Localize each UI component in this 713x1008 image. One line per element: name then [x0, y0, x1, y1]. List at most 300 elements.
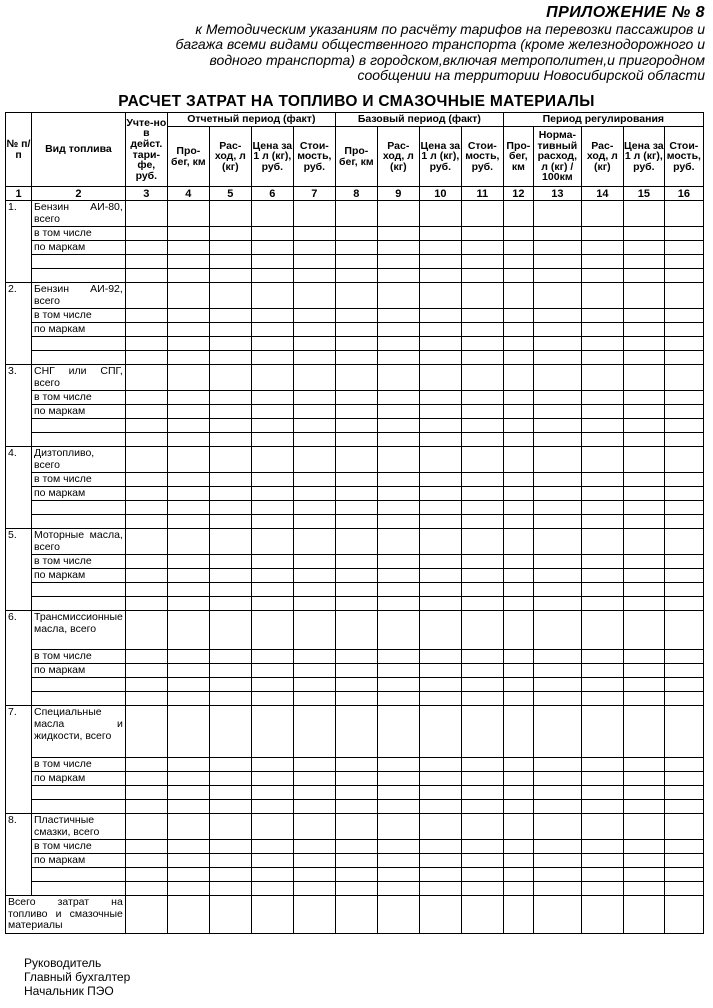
- value-cell[interactable]: [293, 882, 335, 896]
- value-cell[interactable]: [664, 758, 703, 772]
- value-cell[interactable]: [377, 201, 419, 227]
- value-cell[interactable]: [461, 650, 503, 664]
- value-cell[interactable]: [167, 515, 209, 529]
- value-cell[interactable]: [533, 241, 581, 255]
- value-cell[interactable]: [623, 678, 664, 692]
- value-cell[interactable]: [167, 611, 209, 650]
- value-cell[interactable]: [209, 529, 251, 555]
- value-cell[interactable]: [335, 447, 377, 473]
- value-cell[interactable]: [461, 896, 503, 934]
- value-cell[interactable]: [335, 227, 377, 241]
- value-cell[interactable]: [461, 419, 503, 433]
- value-cell[interactable]: [664, 201, 703, 227]
- value-cell[interactable]: [167, 555, 209, 569]
- value-cell[interactable]: [419, 241, 461, 255]
- value-cell[interactable]: [251, 555, 293, 569]
- value-cell[interactable]: [293, 597, 335, 611]
- value-cell[interactable]: [167, 323, 209, 337]
- value-cell[interactable]: [461, 473, 503, 487]
- value-cell[interactable]: [251, 786, 293, 800]
- value-cell[interactable]: [503, 283, 533, 309]
- value-cell[interactable]: [377, 650, 419, 664]
- value-cell[interactable]: [664, 433, 703, 447]
- value-cell[interactable]: [461, 611, 503, 650]
- value-cell[interactable]: [581, 583, 623, 597]
- value-cell[interactable]: [581, 515, 623, 529]
- value-cell[interactable]: [377, 597, 419, 611]
- value-cell[interactable]: [419, 706, 461, 758]
- value-cell[interactable]: [335, 515, 377, 529]
- value-cell[interactable]: [461, 255, 503, 269]
- value-cell[interactable]: [293, 433, 335, 447]
- value-cell[interactable]: [209, 515, 251, 529]
- value-cell[interactable]: [461, 201, 503, 227]
- value-cell[interactable]: [503, 597, 533, 611]
- value-cell[interactable]: [209, 241, 251, 255]
- value-cell[interactable]: [664, 896, 703, 934]
- value-cell[interactable]: [623, 854, 664, 868]
- value-cell[interactable]: [503, 758, 533, 772]
- value-cell[interactable]: [581, 201, 623, 227]
- value-cell[interactable]: [623, 351, 664, 365]
- value-cell[interactable]: [293, 896, 335, 934]
- value-cell[interactable]: [461, 706, 503, 758]
- value-cell[interactable]: [503, 351, 533, 365]
- value-cell[interactable]: [167, 692, 209, 706]
- value-cell[interactable]: [125, 365, 167, 391]
- value-cell[interactable]: [377, 583, 419, 597]
- value-cell[interactable]: [251, 487, 293, 501]
- value-cell[interactable]: [377, 611, 419, 650]
- value-cell[interactable]: [664, 255, 703, 269]
- value-cell[interactable]: [503, 365, 533, 391]
- value-cell[interactable]: [377, 555, 419, 569]
- value-cell[interactable]: [125, 772, 167, 786]
- value-cell[interactable]: [664, 664, 703, 678]
- value-cell[interactable]: [664, 405, 703, 419]
- value-cell[interactable]: [293, 706, 335, 758]
- value-cell[interactable]: [335, 241, 377, 255]
- value-cell[interactable]: [167, 800, 209, 814]
- value-cell[interactable]: [623, 692, 664, 706]
- value-cell[interactable]: [503, 583, 533, 597]
- value-cell[interactable]: [664, 800, 703, 814]
- value-cell[interactable]: [293, 583, 335, 597]
- value-cell[interactable]: [664, 269, 703, 283]
- value-cell[interactable]: [581, 365, 623, 391]
- value-cell[interactable]: [125, 882, 167, 896]
- value-cell[interactable]: [335, 269, 377, 283]
- value-cell[interactable]: [664, 882, 703, 896]
- value-cell[interactable]: [125, 664, 167, 678]
- value-cell[interactable]: [209, 487, 251, 501]
- value-cell[interactable]: [533, 365, 581, 391]
- value-cell[interactable]: [461, 583, 503, 597]
- value-cell[interactable]: [623, 433, 664, 447]
- value-cell[interactable]: [209, 351, 251, 365]
- value-cell[interactable]: [581, 692, 623, 706]
- value-cell[interactable]: [664, 487, 703, 501]
- value-cell[interactable]: [167, 487, 209, 501]
- value-cell[interactable]: [335, 309, 377, 323]
- value-cell[interactable]: [167, 664, 209, 678]
- value-cell[interactable]: [209, 283, 251, 309]
- value-cell[interactable]: [581, 337, 623, 351]
- value-cell[interactable]: [251, 854, 293, 868]
- value-cell[interactable]: [533, 692, 581, 706]
- value-cell[interactable]: [461, 405, 503, 419]
- value-cell[interactable]: [377, 323, 419, 337]
- value-cell[interactable]: [533, 569, 581, 583]
- value-cell[interactable]: [335, 664, 377, 678]
- value-cell[interactable]: [293, 611, 335, 650]
- value-cell[interactable]: [581, 473, 623, 487]
- value-cell[interactable]: [209, 706, 251, 758]
- value-cell[interactable]: [125, 419, 167, 433]
- value-cell[interactable]: [503, 569, 533, 583]
- value-cell[interactable]: [533, 283, 581, 309]
- value-cell[interactable]: [335, 678, 377, 692]
- value-cell[interactable]: [664, 283, 703, 309]
- value-cell[interactable]: [377, 419, 419, 433]
- value-cell[interactable]: [533, 201, 581, 227]
- value-cell[interactable]: [581, 840, 623, 854]
- value-cell[interactable]: [167, 419, 209, 433]
- value-cell[interactable]: [461, 337, 503, 351]
- value-cell[interactable]: [581, 800, 623, 814]
- value-cell[interactable]: [377, 269, 419, 283]
- value-cell[interactable]: [167, 501, 209, 515]
- value-cell[interactable]: [335, 419, 377, 433]
- value-cell[interactable]: [377, 868, 419, 882]
- value-cell[interactable]: [419, 515, 461, 529]
- value-cell[interactable]: [251, 255, 293, 269]
- value-cell[interactable]: [533, 800, 581, 814]
- value-cell[interactable]: [503, 391, 533, 405]
- value-cell[interactable]: [503, 868, 533, 882]
- value-cell[interactable]: [664, 447, 703, 473]
- value-cell[interactable]: [293, 854, 335, 868]
- value-cell[interactable]: [664, 854, 703, 868]
- value-cell[interactable]: [125, 501, 167, 515]
- value-cell[interactable]: [167, 569, 209, 583]
- value-cell[interactable]: [623, 597, 664, 611]
- value-cell[interactable]: [419, 405, 461, 419]
- value-cell[interactable]: [125, 650, 167, 664]
- value-cell[interactable]: [533, 896, 581, 934]
- value-cell[interactable]: [293, 840, 335, 854]
- value-cell[interactable]: [125, 868, 167, 882]
- value-cell[interactable]: [461, 365, 503, 391]
- value-cell[interactable]: [167, 583, 209, 597]
- value-cell[interactable]: [209, 882, 251, 896]
- value-cell[interactable]: [125, 283, 167, 309]
- value-cell[interactable]: [293, 664, 335, 678]
- value-cell[interactable]: [251, 405, 293, 419]
- value-cell[interactable]: [125, 433, 167, 447]
- value-cell[interactable]: [251, 664, 293, 678]
- value-cell[interactable]: [209, 569, 251, 583]
- value-cell[interactable]: [533, 419, 581, 433]
- value-cell[interactable]: [533, 405, 581, 419]
- value-cell[interactable]: [209, 786, 251, 800]
- value-cell[interactable]: [503, 433, 533, 447]
- value-cell[interactable]: [125, 515, 167, 529]
- value-cell[interactable]: [533, 758, 581, 772]
- value-cell[interactable]: [293, 365, 335, 391]
- value-cell[interactable]: [503, 501, 533, 515]
- value-cell[interactable]: [664, 515, 703, 529]
- value-cell[interactable]: [623, 800, 664, 814]
- value-cell[interactable]: [335, 772, 377, 786]
- value-cell[interactable]: [623, 569, 664, 583]
- value-cell[interactable]: [335, 473, 377, 487]
- value-cell[interactable]: [503, 650, 533, 664]
- value-cell[interactable]: [167, 241, 209, 255]
- value-cell[interactable]: [533, 611, 581, 650]
- value-cell[interactable]: [293, 678, 335, 692]
- value-cell[interactable]: [293, 868, 335, 882]
- value-cell[interactable]: [503, 814, 533, 840]
- value-cell[interactable]: [503, 692, 533, 706]
- value-cell[interactable]: [335, 433, 377, 447]
- value-cell[interactable]: [293, 241, 335, 255]
- value-cell[interactable]: [293, 323, 335, 337]
- value-cell[interactable]: [503, 786, 533, 800]
- value-cell[interactable]: [461, 868, 503, 882]
- value-cell[interactable]: [419, 650, 461, 664]
- value-cell[interactable]: [419, 800, 461, 814]
- value-cell[interactable]: [664, 337, 703, 351]
- value-cell[interactable]: [209, 868, 251, 882]
- value-cell[interactable]: [664, 706, 703, 758]
- value-cell[interactable]: [293, 227, 335, 241]
- value-cell[interactable]: [581, 487, 623, 501]
- value-cell[interactable]: [533, 447, 581, 473]
- value-cell[interactable]: [533, 650, 581, 664]
- value-cell[interactable]: [419, 447, 461, 473]
- value-cell[interactable]: [623, 896, 664, 934]
- value-cell[interactable]: [461, 501, 503, 515]
- value-cell[interactable]: [251, 868, 293, 882]
- value-cell[interactable]: [533, 772, 581, 786]
- value-cell[interactable]: [623, 283, 664, 309]
- value-cell[interactable]: [335, 201, 377, 227]
- value-cell[interactable]: [623, 868, 664, 882]
- value-cell[interactable]: [125, 227, 167, 241]
- value-cell[interactable]: [335, 555, 377, 569]
- value-cell[interactable]: [503, 515, 533, 529]
- value-cell[interactable]: [461, 487, 503, 501]
- value-cell[interactable]: [251, 840, 293, 854]
- value-cell[interactable]: [581, 405, 623, 419]
- value-cell[interactable]: [335, 882, 377, 896]
- value-cell[interactable]: [293, 419, 335, 433]
- value-cell[interactable]: [251, 569, 293, 583]
- value-cell[interactable]: [419, 529, 461, 555]
- value-cell[interactable]: [533, 529, 581, 555]
- value-cell[interactable]: [167, 405, 209, 419]
- value-cell[interactable]: [335, 650, 377, 664]
- value-cell[interactable]: [125, 391, 167, 405]
- value-cell[interactable]: [377, 433, 419, 447]
- value-cell[interactable]: [461, 786, 503, 800]
- value-cell[interactable]: [461, 283, 503, 309]
- value-cell[interactable]: [209, 337, 251, 351]
- value-cell[interactable]: [167, 814, 209, 840]
- value-cell[interactable]: [503, 337, 533, 351]
- value-cell[interactable]: [293, 692, 335, 706]
- value-cell[interactable]: [251, 583, 293, 597]
- value-cell[interactable]: [125, 555, 167, 569]
- value-cell[interactable]: [293, 786, 335, 800]
- value-cell[interactable]: [419, 597, 461, 611]
- value-cell[interactable]: [503, 447, 533, 473]
- value-cell[interactable]: [664, 351, 703, 365]
- value-cell[interactable]: [377, 706, 419, 758]
- value-cell[interactable]: [335, 569, 377, 583]
- value-cell[interactable]: [503, 772, 533, 786]
- value-cell[interactable]: [209, 597, 251, 611]
- value-cell[interactable]: [503, 255, 533, 269]
- value-cell[interactable]: [533, 814, 581, 840]
- value-cell[interactable]: [209, 896, 251, 934]
- value-cell[interactable]: [167, 854, 209, 868]
- value-cell[interactable]: [461, 800, 503, 814]
- value-cell[interactable]: [167, 283, 209, 309]
- value-cell[interactable]: [419, 583, 461, 597]
- value-cell[interactable]: [209, 365, 251, 391]
- value-cell[interactable]: [623, 255, 664, 269]
- value-cell[interactable]: [167, 597, 209, 611]
- value-cell[interactable]: [419, 201, 461, 227]
- value-cell[interactable]: [581, 433, 623, 447]
- value-cell[interactable]: [167, 255, 209, 269]
- value-cell[interactable]: [581, 814, 623, 840]
- value-cell[interactable]: [664, 772, 703, 786]
- value-cell[interactable]: [167, 447, 209, 473]
- value-cell[interactable]: [335, 854, 377, 868]
- value-cell[interactable]: [623, 706, 664, 758]
- value-cell[interactable]: [335, 786, 377, 800]
- value-cell[interactable]: [664, 419, 703, 433]
- value-cell[interactable]: [293, 758, 335, 772]
- value-cell[interactable]: [533, 678, 581, 692]
- value-cell[interactable]: [419, 227, 461, 241]
- value-cell[interactable]: [623, 501, 664, 515]
- value-cell[interactable]: [664, 650, 703, 664]
- value-cell[interactable]: [209, 391, 251, 405]
- value-cell[interactable]: [664, 501, 703, 515]
- value-cell[interactable]: [377, 283, 419, 309]
- value-cell[interactable]: [377, 786, 419, 800]
- value-cell[interactable]: [293, 515, 335, 529]
- value-cell[interactable]: [251, 882, 293, 896]
- value-cell[interactable]: [581, 555, 623, 569]
- value-cell[interactable]: [623, 555, 664, 569]
- value-cell[interactable]: [209, 255, 251, 269]
- value-cell[interactable]: [377, 882, 419, 896]
- value-cell[interactable]: [125, 487, 167, 501]
- value-cell[interactable]: [209, 501, 251, 515]
- value-cell[interactable]: [533, 501, 581, 515]
- value-cell[interactable]: [533, 323, 581, 337]
- value-cell[interactable]: [335, 283, 377, 309]
- value-cell[interactable]: [125, 786, 167, 800]
- value-cell[interactable]: [503, 611, 533, 650]
- value-cell[interactable]: [623, 309, 664, 323]
- value-cell[interactable]: [664, 241, 703, 255]
- value-cell[interactable]: [251, 241, 293, 255]
- value-cell[interactable]: [419, 501, 461, 515]
- value-cell[interactable]: [461, 840, 503, 854]
- value-cell[interactable]: [533, 227, 581, 241]
- value-cell[interactable]: [293, 529, 335, 555]
- value-cell[interactable]: [419, 786, 461, 800]
- value-cell[interactable]: [533, 309, 581, 323]
- value-cell[interactable]: [623, 227, 664, 241]
- value-cell[interactable]: [293, 501, 335, 515]
- value-cell[interactable]: [167, 337, 209, 351]
- value-cell[interactable]: [251, 501, 293, 515]
- value-cell[interactable]: [335, 337, 377, 351]
- value-cell[interactable]: [125, 611, 167, 650]
- value-cell[interactable]: [623, 405, 664, 419]
- value-cell[interactable]: [581, 678, 623, 692]
- value-cell[interactable]: [581, 758, 623, 772]
- value-cell[interactable]: [503, 678, 533, 692]
- value-cell[interactable]: [125, 323, 167, 337]
- value-cell[interactable]: [125, 583, 167, 597]
- value-cell[interactable]: [293, 555, 335, 569]
- value-cell[interactable]: [251, 419, 293, 433]
- value-cell[interactable]: [581, 896, 623, 934]
- value-cell[interactable]: [251, 365, 293, 391]
- value-cell[interactable]: [335, 706, 377, 758]
- value-cell[interactable]: [623, 882, 664, 896]
- value-cell[interactable]: [125, 337, 167, 351]
- value-cell[interactable]: [623, 650, 664, 664]
- value-cell[interactable]: [533, 597, 581, 611]
- value-cell[interactable]: [503, 529, 533, 555]
- value-cell[interactable]: [377, 337, 419, 351]
- value-cell[interactable]: [664, 391, 703, 405]
- value-cell[interactable]: [623, 323, 664, 337]
- value-cell[interactable]: [377, 487, 419, 501]
- value-cell[interactable]: [503, 201, 533, 227]
- value-cell[interactable]: [209, 433, 251, 447]
- value-cell[interactable]: [419, 896, 461, 934]
- value-cell[interactable]: [503, 664, 533, 678]
- value-cell[interactable]: [533, 882, 581, 896]
- value-cell[interactable]: [581, 854, 623, 868]
- value-cell[interactable]: [167, 351, 209, 365]
- value-cell[interactable]: [251, 433, 293, 447]
- value-cell[interactable]: [209, 650, 251, 664]
- value-cell[interactable]: [419, 487, 461, 501]
- value-cell[interactable]: [251, 814, 293, 840]
- value-cell[interactable]: [125, 473, 167, 487]
- value-cell[interactable]: [167, 201, 209, 227]
- value-cell[interactable]: [209, 583, 251, 597]
- value-cell[interactable]: [623, 515, 664, 529]
- value-cell[interactable]: [251, 650, 293, 664]
- value-cell[interactable]: [581, 283, 623, 309]
- value-cell[interactable]: [125, 269, 167, 283]
- value-cell[interactable]: [209, 555, 251, 569]
- value-cell[interactable]: [664, 583, 703, 597]
- value-cell[interactable]: [419, 854, 461, 868]
